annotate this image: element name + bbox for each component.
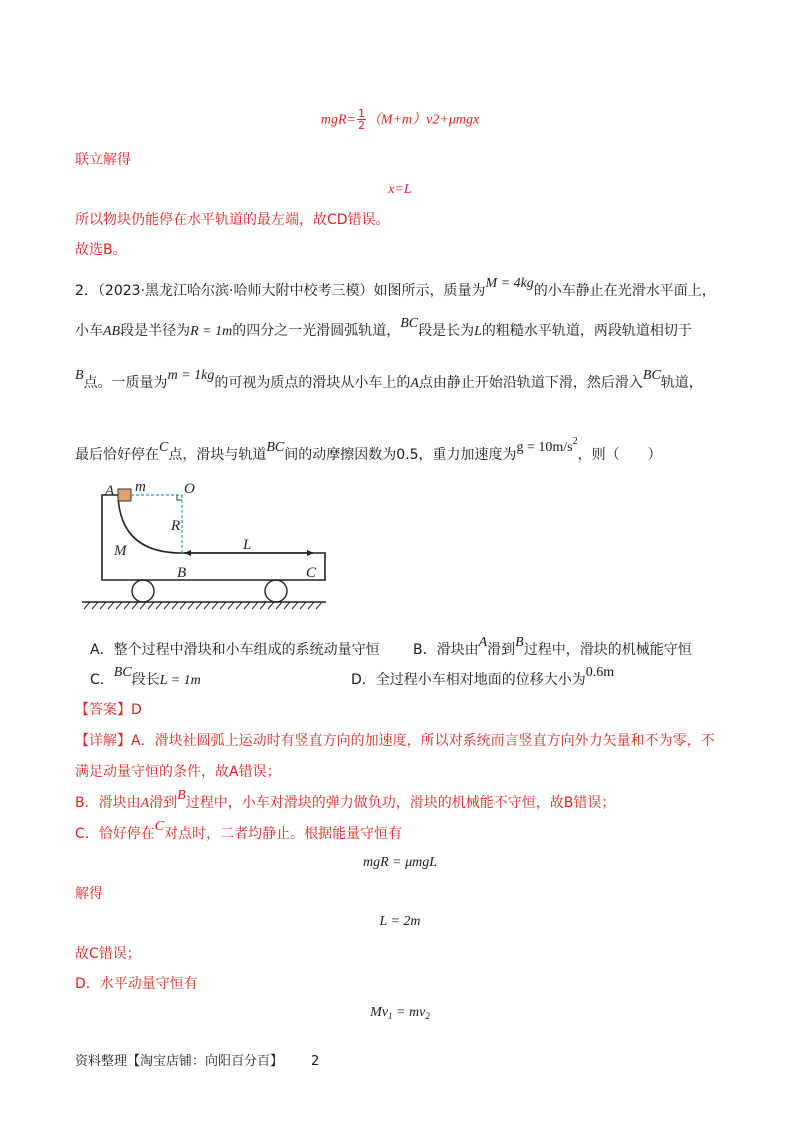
option-c: C．BC段长L = 1m <box>90 665 201 688</box>
slider-block <box>118 489 131 501</box>
gravity-value: $g = 10m/s^2$ <box>516 436 578 455</box>
radius-value: R = 1m <box>190 324 233 339</box>
question-source: （2023·黑龙江哈尔滨·哈师大附中校考三模）如图所示，质量为 <box>97 283 486 299</box>
detail-line-2: 满足动量守恒的条件，故A错误； <box>75 764 281 780</box>
detail-line-4: C．恰好停在C对点时，二者均静止。根据能量守恒有 <box>75 819 403 842</box>
page-number: 2 <box>311 1054 320 1069</box>
left-wheel <box>132 580 154 602</box>
eq-lhs: mgR= <box>320 112 356 128</box>
fig-label-c: C <box>306 565 317 581</box>
equation-energy-conservation: mgR = μmgL <box>362 855 438 870</box>
fig-label-b: B <box>177 565 187 581</box>
cart-track-diagram <box>80 475 340 615</box>
cart-body <box>102 495 325 580</box>
question-line-2: 小车AB段是半径为R = 1m的四分之一光滑圆弧轨道，BC段是长为L的粗糙水平轨道，两段轨道相切于 <box>75 316 692 339</box>
conclusion-cd: 所以物块仍能停在水平轨道的最左端，故CD错误。 <box>75 212 390 228</box>
arrow-head-right <box>307 550 314 556</box>
fraction-half: $\frac{1}{2}$ <box>357 107 365 132</box>
equation-momentum: $Mv_1 = mv_2$ <box>370 1005 430 1021</box>
ground-hatching <box>84 602 322 609</box>
option-b: B．滑块由A滑到B过程中，滑块的机械能守恒 <box>413 635 692 658</box>
label-l: L <box>474 324 482 339</box>
fig-label-m: m <box>135 479 146 495</box>
detail-line-1: 【详解】A．滑块社圆弧上运动时有竖直方向的加速度，所以对系统而言竖直方向外力矢量和不为零，不 <box>75 733 715 749</box>
solve-label-2: 解得 <box>75 886 103 902</box>
mass-small-m: m = 1kg <box>167 368 215 383</box>
label-bc-2: BC <box>642 368 661 383</box>
fig-label-a: A <box>105 483 115 499</box>
eq-rhs: （M+m）v2+μmgx <box>366 112 480 128</box>
result-l-equals-2m: L = 2m <box>379 914 421 929</box>
question-number: 2． <box>75 283 98 299</box>
fig-label-l: L <box>243 537 252 553</box>
label-ab: AB <box>103 324 121 339</box>
right-wheel <box>265 580 287 602</box>
fig-label-big-m: M <box>114 543 127 559</box>
label-b: B <box>75 368 84 383</box>
question-line-4: 最后恰好停在C点，滑块与轨道BC间的动摩擦因数为0.5，重力加速度为$g = 10m/s^2$，则（ ） <box>75 436 662 463</box>
energy-equation <box>0 108 800 131</box>
question-line-3: B点。一质量为m = 1kg的可视为质点的滑块从小车上的A点由静止开始沿轨道下滑，然后滑入BC轨道， <box>75 368 703 391</box>
label-a: A <box>410 376 419 391</box>
label-bc: BC <box>400 316 419 331</box>
fig-label-r: R <box>171 518 181 534</box>
label-bc-3: BC <box>266 440 285 455</box>
mass-big-m: M = 4kg <box>485 276 534 291</box>
option-d: D．全过程小车相对地面的位移大小为0.6m <box>351 665 615 688</box>
answer-label: 【答案】D <box>75 702 142 718</box>
question-line-1: 2．（2023·黑龙江哈尔滨·哈师大附中校考三模）如图所示，质量为M = 4kg的小车静止在光滑水平面上， <box>75 276 716 299</box>
detail-line-3: B．滑块由A滑到B过程中，小车对滑块的弹力做负功，滑块的机械能不守恒，故B错误； <box>75 788 616 811</box>
detail-line-5: D．水平动量守恒有 <box>75 976 198 992</box>
fig-label-o: O <box>184 481 195 497</box>
footer-source: 资料整理【淘宝店铺：向阳百分百】 <box>75 1054 284 1069</box>
label-c: C <box>159 440 169 455</box>
page-footer <box>75 1053 319 1071</box>
choice-b-note: 故选B。 <box>75 242 127 258</box>
arrow-head-left <box>184 550 191 556</box>
conclusion-c: 故C错误； <box>75 946 141 962</box>
option-a: A．整个过程中滑块和小车组成的系统动量守恒 <box>90 642 380 658</box>
right-angle-marker <box>177 495 182 500</box>
solve-label-1: 联立解得 <box>75 152 131 168</box>
result-x-equals-l: x=L <box>388 182 412 197</box>
